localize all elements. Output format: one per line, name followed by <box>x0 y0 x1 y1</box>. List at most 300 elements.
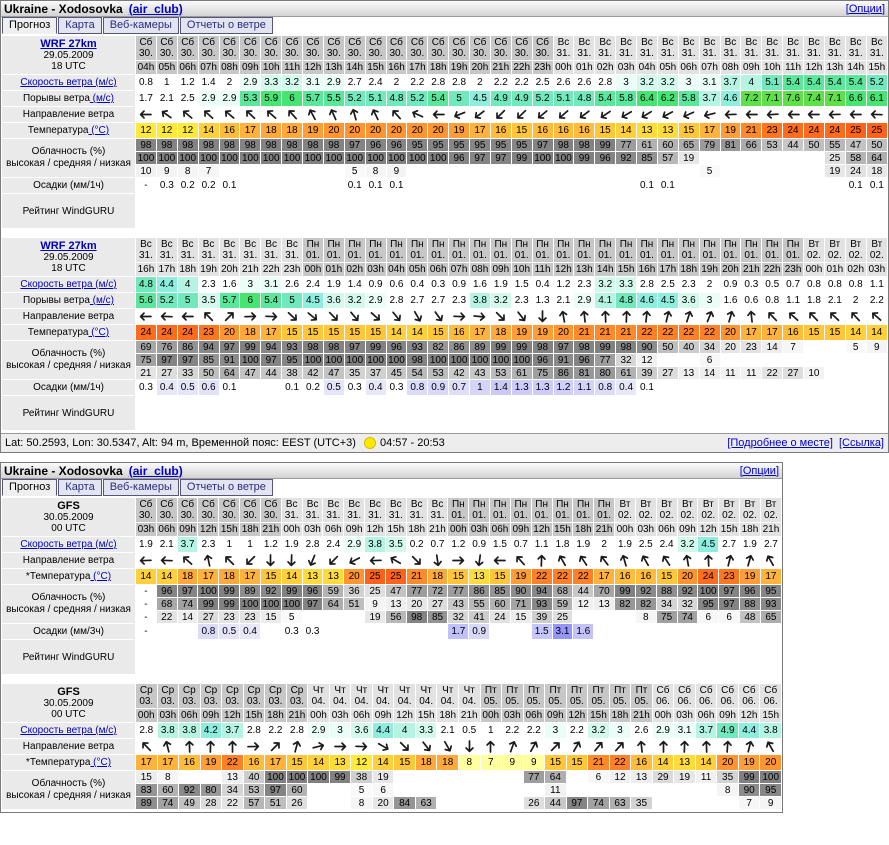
wind-direction-arrow <box>179 107 197 122</box>
tab-wind-reports[interactable]: Отчеты о ветре <box>180 479 273 496</box>
club-link[interactable]: (air_club) <box>128 463 183 478</box>
wind-direction-arrow <box>374 739 392 754</box>
cloud-high-cell <box>437 771 458 783</box>
row-label-unit-link[interactable]: (м/с) <box>89 93 114 104</box>
day-header-cell: Вс 31. <box>616 36 636 60</box>
day-header-cell: Вс 31. <box>407 498 427 522</box>
temperature-cell: 16 <box>220 123 240 138</box>
wind-direction-cell <box>437 739 458 754</box>
options-link[interactable]: [Опции] <box>845 2 885 15</box>
wind-gust-cell: 5.3 <box>240 91 260 106</box>
day-header-cell: Чт 04. <box>459 684 480 708</box>
cloud-low-cell: 5 <box>345 165 365 177</box>
cloud-low-cell <box>330 797 351 809</box>
wind-direction-cell <box>637 107 657 122</box>
hour-header-cell: 13h <box>325 62 343 73</box>
wind-direction-cell <box>825 309 845 324</box>
day-header-cell: Вт 02. <box>615 498 635 522</box>
tab-webcams[interactable]: Веб-камеры <box>103 17 179 34</box>
row-label-unit-link[interactable]: (°C) <box>90 571 112 582</box>
wind-gust-cell: 2.3 <box>449 293 469 308</box>
wind-speed-cell: 3.8 <box>179 723 200 738</box>
day-header-cell: Вс 31. <box>554 36 574 60</box>
cloud-high-cell: 47 <box>846 139 866 151</box>
cloud-high-cell: 98 <box>324 341 344 353</box>
day-header-cell: Пн 01. <box>783 238 803 262</box>
wind-direction-arrow <box>745 108 758 121</box>
wind-direction-cell <box>240 107 260 122</box>
cloud-mid-cell <box>567 784 588 796</box>
wind-direction-cell <box>136 107 156 122</box>
wind-direction-arrow <box>139 310 152 323</box>
wind-direction-cell <box>449 107 469 122</box>
cloud-high-cell <box>394 771 415 783</box>
row-label-unit-link[interactable]: (°C) <box>88 327 110 338</box>
wind-direction-cell <box>386 553 406 568</box>
wind-gust-cell: 3.5 <box>199 293 219 308</box>
cloud-mid-cell <box>416 784 437 796</box>
share-link[interactable]: [Ссылка] <box>838 437 884 449</box>
tab-forecast[interactable]: Прогноз <box>2 17 57 34</box>
hour-header-cell: 13h <box>826 62 844 73</box>
wind-direction-arrow <box>139 554 152 567</box>
row-label-text: высокая / средняя / низкая <box>6 158 131 169</box>
wind-speed-cell: 3.2 <box>595 277 615 292</box>
wind-direction-arrow <box>512 553 530 568</box>
wind-direction-cell <box>469 553 489 568</box>
cloud-mid-cell: 99 <box>198 598 218 610</box>
precipitation-cell <box>261 380 281 395</box>
day-header-cell: Сб 30. <box>178 36 198 60</box>
temperature-cell: 22 <box>553 569 573 584</box>
cloud-low-cell: 37 <box>366 367 386 379</box>
wind-direction-arrow <box>658 553 676 568</box>
hour-header-cell: 21h <box>762 524 780 535</box>
wind-direction-cell <box>303 107 323 122</box>
temperature-cell: 25 <box>846 123 866 138</box>
temperature-cell: 21 <box>595 325 615 340</box>
day-header-cell: Сб 30. <box>449 36 469 60</box>
cloud-high-cell: 97 <box>178 585 198 597</box>
hour-header-cell: 09h <box>719 710 736 721</box>
wind-gust-cell: 5 <box>282 293 302 308</box>
cloud-high-cell: 97 <box>533 139 553 151</box>
day-header-cell: Сб 30. <box>136 36 156 60</box>
wind-speed-cell: 1 <box>240 537 260 552</box>
row-label <box>2 123 135 138</box>
wind-speed-cell: 1.2 <box>554 277 574 292</box>
precipitation-cell: 0.1 <box>345 178 365 193</box>
cloud-high-cell: 72 <box>428 585 448 597</box>
day-header-cell: Сб 30. <box>199 36 219 60</box>
wind-direction-cell <box>158 739 179 754</box>
row-label-text: Осадки (мм/3ч) <box>33 626 104 637</box>
day-header-cell: Чт 04. <box>373 684 394 708</box>
temperature-cell: 20 <box>717 755 738 770</box>
cloud-low-cell: 8 <box>636 611 656 623</box>
cloud-mid-cell: 83 <box>136 784 157 796</box>
cloud-low-cell: 89 <box>136 797 157 809</box>
row-label <box>2 380 135 395</box>
wind-gust-cell: 7.4 <box>804 91 824 106</box>
hour-header-cell: 09h <box>547 710 564 721</box>
wind-direction-arrow <box>611 739 629 754</box>
temperature-cell: 13 <box>658 123 678 138</box>
wind-speed-cell: 0.9 <box>366 277 386 292</box>
wind-direction-arrow <box>596 107 614 122</box>
cloud-low-cell <box>696 797 717 809</box>
cloud-low-cell: 22 <box>157 611 177 623</box>
row-label-link[interactable]: Скорость ветра (м/с) <box>20 539 117 550</box>
precipitation-cell <box>616 178 636 193</box>
row-label <box>2 739 135 754</box>
temperature-cell: 15 <box>567 755 588 770</box>
day-header-cell: Сб 30. <box>470 36 490 60</box>
wind-direction-cell <box>804 309 824 324</box>
wind-direction-cell <box>244 739 265 754</box>
daylight-hours: 04:57 - 20:53 <box>379 437 445 449</box>
model-name[interactable]: WRF 27km <box>40 240 97 252</box>
temperature-cell: 13 <box>469 569 489 584</box>
wind-direction-arrow <box>347 107 363 122</box>
temperature-cell: 15 <box>679 123 699 138</box>
wind-speed-cell: 3 <box>545 723 566 738</box>
cloud-high-cell: 96 <box>740 585 760 597</box>
cloud-low-cell <box>574 165 594 177</box>
hour-header-cell: 09h <box>374 710 392 721</box>
wind-direction-arrow <box>387 553 405 568</box>
tab-map[interactable]: Карта <box>58 17 101 34</box>
hour-header-cell: 03h <box>868 264 886 275</box>
wind-speed-cell: 3.2 <box>282 75 302 90</box>
hour-header-cell: 10h <box>513 264 531 275</box>
windguru-rating-row <box>136 396 887 430</box>
hour-header-cell: 17h <box>408 62 426 73</box>
row-label <box>2 537 135 552</box>
precipitation-cell: 1.4 <box>491 380 511 395</box>
cloud-low-cell: 56 <box>386 611 406 623</box>
precipitation-cell: 1.1 <box>574 380 594 395</box>
row-label-unit-link[interactable]: (°C) <box>88 125 110 136</box>
place-details-link[interactable]: [Подробнее о месте] <box>727 437 833 449</box>
day-header-cell: Сб 30. <box>282 36 302 60</box>
wind-speed-cell: 1.6 <box>220 277 240 292</box>
wind-direction-cell <box>511 553 531 568</box>
hour-header-cell: 15h <box>387 524 405 535</box>
hour-header-cell: 15h <box>367 62 384 73</box>
wind-direction-cell <box>324 309 344 324</box>
model-name[interactable]: WRF 27km <box>40 38 97 50</box>
temperature-cell: 17 <box>762 325 782 340</box>
wind-speed-cell: 3.7 <box>178 537 198 552</box>
cloud-mid-cell: 100 <box>388 152 405 164</box>
model-info-cell <box>2 684 135 722</box>
row-label-unit-link[interactable]: (м/с) <box>89 295 114 306</box>
cloud-mid-cell: 100 <box>179 152 197 164</box>
wind-direction-cell <box>366 309 386 324</box>
wind-speed-cell: 2.2 <box>491 75 511 90</box>
precipitation-cell <box>636 624 656 639</box>
hour-header-cell: 14h <box>596 264 614 275</box>
wind-direction-arrow <box>492 107 510 122</box>
tab-wind-reports[interactable]: Отчеты о ветре <box>180 17 273 34</box>
wind-gust-cell: 2.9 <box>220 91 240 106</box>
temperature-cell: 17 <box>470 325 490 340</box>
hour-header-cell: 23h <box>784 264 802 275</box>
cloud-high-cell: 86 <box>449 341 469 353</box>
wind-direction-cell <box>136 309 156 324</box>
club-link[interactable]: (air_club) <box>128 1 183 16</box>
cloud-mid-cell: 100 <box>241 152 259 164</box>
day-header-cell: Сб 06. <box>760 684 781 708</box>
temperature-cell: 15 <box>366 325 386 340</box>
hour-header-cell: 00h <box>449 524 467 535</box>
temperature-cell: 17 <box>240 569 260 584</box>
day-header-cell: Чт 04. <box>308 684 329 708</box>
tab-webcams[interactable]: Веб-камеры <box>103 479 179 496</box>
day-header-cell: Сб 06. <box>739 684 760 708</box>
wind-speed-cell: 3.2 <box>588 723 609 738</box>
precipitation-cell <box>698 624 718 639</box>
cloud-low-cell: 28 <box>201 797 222 809</box>
wind-direction-arrow <box>178 553 196 568</box>
cloud-high-cell: 94 <box>199 341 219 353</box>
wind-direction-arrow <box>199 309 217 324</box>
cloud-mid-cell: 68 <box>157 598 177 610</box>
wind-direction-arrow <box>473 309 487 323</box>
cloud-high-cell: 68 <box>553 585 573 597</box>
cloud-high-cell: 99 <box>595 341 615 353</box>
day-header-cell: Чт 04. <box>416 684 437 708</box>
cloud-high-cell: 95 <box>512 139 532 151</box>
wind-gust-cell: 4.5 <box>470 91 490 106</box>
cloud-low-cell: 64 <box>220 367 240 379</box>
day-header-cell: Пн 01. <box>554 238 574 262</box>
precipitation-cell <box>740 624 760 639</box>
cloud-high-cell: 98 <box>616 341 636 353</box>
row-label-link[interactable]: Скорость ветра (м/с) <box>20 77 117 88</box>
cloud-low-cell: 19 <box>825 165 845 177</box>
wind-speed-cell: 3.7 <box>222 723 243 738</box>
cloud-high-cell: 77 <box>448 585 468 597</box>
cloud-high-cell: 93 <box>407 341 427 353</box>
wind-speed-cell: 2.2 <box>524 723 545 738</box>
hour-header-cell: 22h <box>763 264 781 275</box>
temperature-cell: 19 <box>533 325 553 340</box>
temperature-cell: 9 <box>502 755 523 770</box>
row-label-link[interactable]: Скорость ветра (м/с) <box>20 725 117 736</box>
cloud-mid-cell: 34 <box>222 784 243 796</box>
temperature-cell: 19 <box>721 123 741 138</box>
temperature-cell: 22 <box>532 569 552 584</box>
wind-speed-cell: 3 <box>679 75 699 90</box>
cloud-high-cell <box>825 341 845 353</box>
day-header-cell: Вс 31. <box>344 498 364 522</box>
wind-gust-cell: 0.8 <box>762 293 782 308</box>
cloud-low-cell: 27 <box>783 367 803 379</box>
wind-speed-cell: 0.8 <box>136 75 156 90</box>
wind-gust-cell: 6.4 <box>637 91 657 106</box>
wind-direction-arrow <box>742 553 758 568</box>
hour-header-cell: 06h <box>697 710 715 721</box>
cloud-high-cell: 98 <box>303 139 323 151</box>
wind-direction-cell <box>533 309 553 324</box>
cloud-mid-cell <box>674 784 695 796</box>
wind-direction-arrow <box>657 740 670 753</box>
hour-header-cell: 02h <box>847 264 865 275</box>
cloud-low-cell <box>846 367 866 379</box>
wind-direction-cell <box>199 107 219 122</box>
cloud-mid-cell: 75 <box>136 354 156 366</box>
wind-speed-cell: 0.3 <box>428 277 448 292</box>
precipitation-cell <box>741 380 761 395</box>
wind-speed-cell: 2.3 <box>198 537 218 552</box>
cloud-low-cell <box>616 165 636 177</box>
wind-direction-arrow <box>158 107 176 122</box>
temperature-cell: 24 <box>136 325 156 340</box>
options-link[interactable]: [Опции] <box>739 464 779 477</box>
day-header-cell: Сб 30. <box>157 498 177 522</box>
cloud-mid-cell: 95 <box>698 598 718 610</box>
wind-gust-cell: 4.5 <box>658 293 678 308</box>
cloud-high-cell: 95 <box>761 585 781 597</box>
hour-header-cell: 06h <box>429 264 447 275</box>
row-label-link[interactable]: Скорость ветра (м/с) <box>20 279 117 290</box>
wind-direction-arrow <box>678 740 691 753</box>
day-header-cell: Сб 30. <box>533 36 553 60</box>
cloud-high-cell: 98 <box>574 341 594 353</box>
hour-header-cell: 12h <box>568 710 586 721</box>
cloud-mid-cell: 100 <box>283 598 301 610</box>
hour-header-cell: 21h <box>492 62 510 73</box>
cloud-high-cell: 94 <box>532 585 552 597</box>
wind-direction-arrow <box>266 739 284 754</box>
wind-gust-cell: 5 <box>449 91 469 106</box>
wind-gust-cell: 5.4 <box>595 91 615 106</box>
wind-direction-arrow <box>805 309 823 324</box>
hour-header-cell: 03h <box>470 524 488 535</box>
temperature-cell: 20 <box>678 569 698 584</box>
cloud-mid-cell: 60 <box>490 598 510 610</box>
precipitation-cell <box>825 380 845 395</box>
wind-direction-arrow <box>741 739 757 754</box>
cloud-high-cell: 99 <box>491 341 511 353</box>
cloud-low-cell <box>653 797 674 809</box>
precipitation-cell <box>157 624 177 639</box>
cloud-mid-cell: 100 <box>325 354 343 366</box>
wind-speed-cell: 2.3 <box>574 277 594 292</box>
cloud-mid-cell <box>741 152 761 164</box>
day-header-cell: Сб 06. <box>674 684 695 708</box>
day-header-cell: Пн 01. <box>449 238 469 262</box>
day-header-cell: Сб 30. <box>366 36 386 60</box>
day-header-cell: Пн 01. <box>637 238 657 262</box>
cloud-low-cell: 23 <box>240 611 260 623</box>
hour-header-cell: 07h <box>200 62 217 73</box>
wind-gust-cell: 5.6 <box>136 293 156 308</box>
precipitation-cell <box>762 380 782 395</box>
wind-speed-cell: 0.9 <box>449 277 469 292</box>
wind-direction-arrow <box>432 108 445 121</box>
cloud-high-cell: 81 <box>721 139 741 151</box>
wind-direction-cell <box>261 309 281 324</box>
wind-direction-arrow <box>575 107 593 122</box>
wind-speed-cell: 1.2 <box>178 75 198 90</box>
wind-direction-arrow <box>181 310 194 323</box>
row-label-unit-link[interactable]: (°C) <box>90 757 112 768</box>
wind-direction-cell <box>657 553 677 568</box>
day-header-cell: Вс 31. <box>282 498 302 522</box>
precipitation-cell <box>761 624 781 639</box>
hour-header-cell: 18h <box>439 710 457 721</box>
wind-direction-cell <box>491 107 511 122</box>
cloud-high-cell: 99 <box>282 585 302 597</box>
cloud-mid-cell: 60 <box>287 784 308 796</box>
day-header-cell: Вт 02. <box>719 498 739 522</box>
tab-map[interactable]: Карта <box>58 479 101 496</box>
cloud-low-cell: 63 <box>416 797 437 809</box>
precipitation-cell <box>470 178 490 193</box>
wind-direction-arrow <box>598 310 611 323</box>
cloud-high-cell: 99 <box>240 341 260 353</box>
cloud-low-cell: 7 <box>739 797 760 809</box>
day-header-cell: Пт 05. <box>567 684 588 708</box>
day-header-cell: Пн 01. <box>324 238 344 262</box>
wind-direction-arrow <box>589 739 607 754</box>
wind-direction-arrow <box>439 739 457 754</box>
day-header-cell: Пн 01. <box>366 238 386 262</box>
cloud-mid-cell: 100 <box>492 354 510 366</box>
wind-direction-cell <box>637 309 657 324</box>
temperature-cell: 14 <box>199 123 219 138</box>
cloud-low-cell: 35 <box>345 367 365 379</box>
wind-direction-cell <box>512 309 532 324</box>
wind-speed-cell: 3.2 <box>678 537 698 552</box>
forecast-table <box>1 35 888 229</box>
wind-speed-cell: 2.4 <box>366 75 386 90</box>
wind-direction-arrow <box>724 108 737 121</box>
day-header-cell: Сб 30. <box>157 36 177 60</box>
model-run-date: 30.05.2009 <box>43 512 94 523</box>
hour-header-cell: 12h <box>304 62 322 73</box>
temperature-cell: 15 <box>287 755 308 770</box>
cloud-mid-cell: 97 <box>261 354 281 366</box>
cloud-low-cell: 21 <box>136 367 156 379</box>
cloud-mid-cell: 60 <box>158 784 179 796</box>
temperature-cell: 17 <box>470 123 490 138</box>
cloud-low-cell: 53 <box>491 367 511 379</box>
cloud-low-cell: 84 <box>394 797 415 809</box>
temperature-cell: 13 <box>323 569 343 584</box>
cloud-high-cell: 86 <box>178 341 198 353</box>
day-header-cell: Пн 01. <box>679 238 699 262</box>
cloud-high-cell: 98 <box>533 341 553 353</box>
hour-header-cell: 12h <box>533 524 550 535</box>
temperature-cell: 12 <box>178 123 198 138</box>
wind-speed-cell: 5.4 <box>846 75 866 90</box>
wind-direction-arrow <box>847 309 865 324</box>
day-header-cell: Вс 31. <box>741 36 761 60</box>
cloud-high-cell: 8 <box>158 771 179 783</box>
row-label-text: Облачность (%) <box>31 348 106 359</box>
wind-speed-cell: 2.2 <box>567 723 588 738</box>
tab-forecast[interactable]: Прогноз <box>2 479 57 496</box>
wind-direction-cell <box>760 739 781 754</box>
wind-direction-arrow <box>680 553 695 568</box>
temperature-cell: 7 <box>481 755 502 770</box>
wind-speed-cell: 4.4 <box>373 723 394 738</box>
wind-direction-cell <box>282 309 302 324</box>
